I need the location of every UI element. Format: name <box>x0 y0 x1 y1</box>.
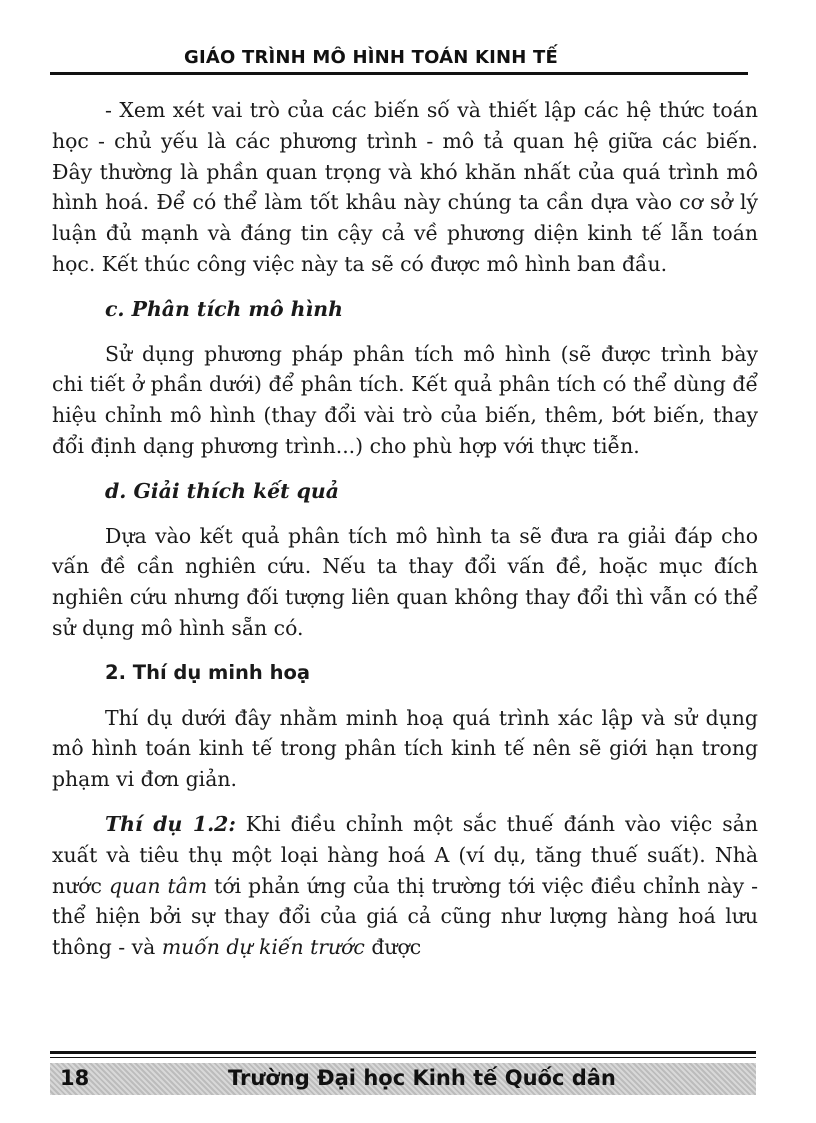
footer-rule <box>50 1051 756 1054</box>
heading-model-analysis: c. Phân tích mô hình <box>105 296 343 321</box>
paragraph-model-analysis: Sử dụng phương pháp phân tích mô hình (sẽ được trình bày chi tiết ở phần dưới) để phân tích. Kết quả phân tích có thể dùng để hiệu chỉnh mô hình (thay đổi vài trò của biến, thêm, bớt biến, thay đổi định dạng phương trình...) cho phù hợp với thực tiễn. <box>52 341 758 458</box>
example-emphasis-quan-tam: quan tâm <box>108 873 208 898</box>
example-text-part-c: được <box>364 935 422 960</box>
section-heading-example: 2. Thí dụ minh hoạ <box>105 660 311 684</box>
running-header-title: GIÁO TRÌNH MÔ HÌNH TOÁN KINH TẾ <box>184 47 559 68</box>
example-emphasis-du-kien: muốn dự kiến trước <box>161 935 365 960</box>
page-number: 18 <box>60 1066 90 1090</box>
paragraph-example-intro: Thí dụ dưới đây nhằm minh hoạ quá trình xác lập và sử dụng mô hình toán kinh tế trong phân tích kinh tế nên sẽ giới hạn trong phạm vi đơn giản. <box>52 705 758 792</box>
heading-result-interpretation: d. Giải thích kết quả <box>105 478 339 503</box>
paragraph-variables: - Xem xét vai trò của các biến số và thiết lập các hệ thức toán học - chủ yếu là các phương trình - mô tả quan hệ giữa các biến. Đây thường là phần quan trọng và khó khăn nhất của quá trình mô hình hoá. Để có thể làm tốt khâu này chúng ta cần dựa vào cơ sở lý luận đủ mạnh và đáng tin cậy cả về phương diện kinh tế lẫn toán học. Kết thúc công việc này ta sẽ có được mô hình ban đầu. <box>52 98 758 276</box>
example-text-part-a: Khi điều chỉnh một sắc thuế đánh vào việc sản xuất và tiêu thụ một loại hàng hoá A (ví dụ, tăng thuế suất). Nhà nước <box>52 811 759 898</box>
footer-rule-thin <box>50 1057 756 1058</box>
footer-university-name: Trường Đại học Kinh tế Quốc dân <box>228 1066 616 1090</box>
paragraph-example-1-2 <box>52 809 758 963</box>
header-rule <box>50 72 748 75</box>
example-text-part-b: tới phản ứng của thị trường tới việc điều chỉnh này - thể hiện bởi sự thay đổi của giá cả cũng như lượng hàng hoá lưu thông - và <box>52 873 758 960</box>
page-body <box>52 95 758 977</box>
paragraph-result-interpretation: Dựa vào kết quả phân tích mô hình ta sẽ đưa ra giải đáp cho vấn đề cần nghiên cứu. Nếu ta thay đổi vấn đề, hoặc mục đích nghiên cứu nhưng đối tượng liên quan không thay đổi thì vẫn có thể sử dụng mô hình sẵn có. <box>52 523 758 640</box>
example-label: Thí dụ 1.2: <box>105 811 236 836</box>
